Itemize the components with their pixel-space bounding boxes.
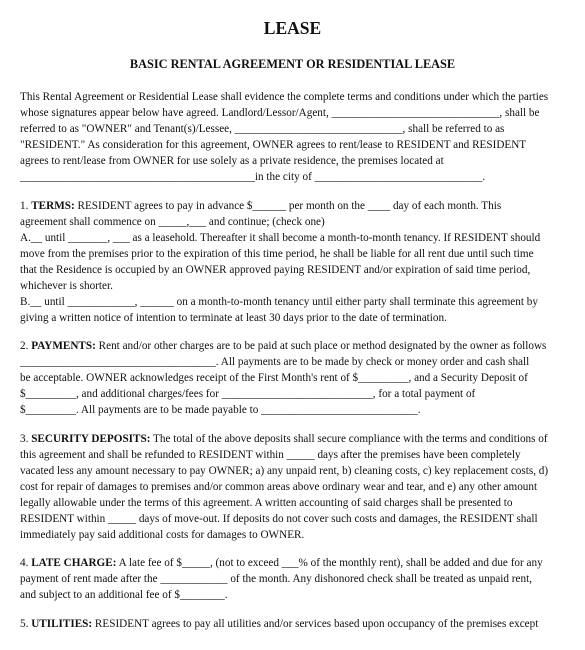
security-line: vacated less any amount necessary to pay OWNER; a) any unpaid rent, b) cleaning costs, c) key replacement costs, d) [20,465,549,477]
section-heading: LATE CHARGE: [31,557,117,569]
section-text: A late fee of $_____, (not to exceed ___% of the monthly rent), shall be added and due for any [116,557,543,569]
section-text: The total of the above deposits shall secure compliance with the terms and conditions of [150,433,548,445]
document-title: LEASE [263,18,322,38]
intro-line: whose signatures appear below have agreed. Landlord/Lessor/Agent, ______________________________, shall be [20,107,540,119]
security-line: legally allowable under the terms of this agreement. A written accounting of said charges shall be presented to [20,497,513,509]
terms-line: A.__ until _______, ___ as a leasehold. Thereafter it shall become a month-to-month tenancy. If RESIDENT should [20,232,541,244]
terms-line: that the Residence is occupied by an OWNER approved paying RESIDENT and/or expiration of said time period, [20,264,531,276]
late-charge-line: payment of rent made after the ____________ of the month. Any dishonored check shall be treated as unpaid rent, [20,573,532,585]
section-text: RESIDENT agrees to pay all utilities and/or services based upon occupancy of the premises except [92,618,539,630]
intro-line: "RESIDENT." As consideration for this agreement, OWNER agrees to rent/lease to RESIDENT and RESIDENT [20,139,527,151]
terms-line: giving a written notice of intention to terminate at least 30 days prior to the date of termination. [20,312,447,324]
section-number: 2. [20,340,29,352]
terms-line: whichever is shorter. [20,280,113,292]
payments-line: be acceptable. OWNER acknowledges receipt of the First Month's rent of $_________, and a Security Deposit of [20,372,528,384]
utilities-heading-line [20,616,538,632]
late-charge-line: and subject to an additional fee of $________. [20,589,228,601]
security-heading-line [20,431,548,447]
section-text: Rent and/or other charges are to be paid at such place or method designated by the owner as follows [95,340,547,352]
document-subtitle: BASIC RENTAL AGREEMENT OR RESIDENTIAL LEASE [129,57,456,71]
section-number: 4. [20,557,29,569]
section-number: 3. [20,433,29,445]
section-heading: PAYMENTS: [31,340,96,352]
terms-heading-line [20,198,501,214]
terms-line: move from the premises prior to the expiration of this time period, he shall be liable for all rent due until such time [20,248,534,260]
section-heading: UTILITIES: [31,618,93,630]
security-line: immediately pay said additional costs for damages to OWNER. [20,529,305,541]
section-number: 1. [20,200,29,212]
payments-line: $_________. All payments are to be made payable to ____________________________. [20,404,421,416]
section-number: 5. [20,618,29,630]
terms-line: agreement shall commence on _____,___ and continue; (check one) [20,216,325,228]
payments-line: $_________, and additional charges/fees for ___________________________, for a total payment of [20,388,476,400]
intro-line: referred to as "OWNER" and Tenant(s)/Lessee, ______________________________, shall be referred to as [20,123,505,135]
terms-line: B.__ until ____________, ______ on a month-to-month tenancy until either party shall terminate this agreement by [20,296,538,308]
intro-line: __________________________________________in the city of ______________________________. [20,171,486,183]
security-line: RESIDENT within _____ days of move-out. If deposits do not cover such costs and damages, the RESIDENT shall [20,513,538,525]
payments-line: ___________________________________. All payments are to be made by check or money order and cash shall [20,356,530,368]
intro-line: agrees to rent/lease from OWNER for use solely as a private residence, the premises located at [20,155,444,167]
section-text: RESIDENT agrees to pay in advance $______ per month on the ____ day of each month. This [74,200,502,212]
section-heading: SECURITY DEPOSITS: [31,433,151,445]
payments-heading-line [20,338,546,354]
section-heading: TERMS: [31,200,75,212]
late-charge-heading-line [20,555,543,571]
intro-line: This Rental Agreement or Residential Lease shall evidence the complete terms and conditions under which the parties [20,91,549,103]
security-line: this agreement and shall be refunded to RESIDENT within _____ days after the premises have been completely [20,449,521,461]
security-line: cost for repair of damages to premises and/or common areas above ordinary wear and tear, and e) any other amount [20,481,538,493]
